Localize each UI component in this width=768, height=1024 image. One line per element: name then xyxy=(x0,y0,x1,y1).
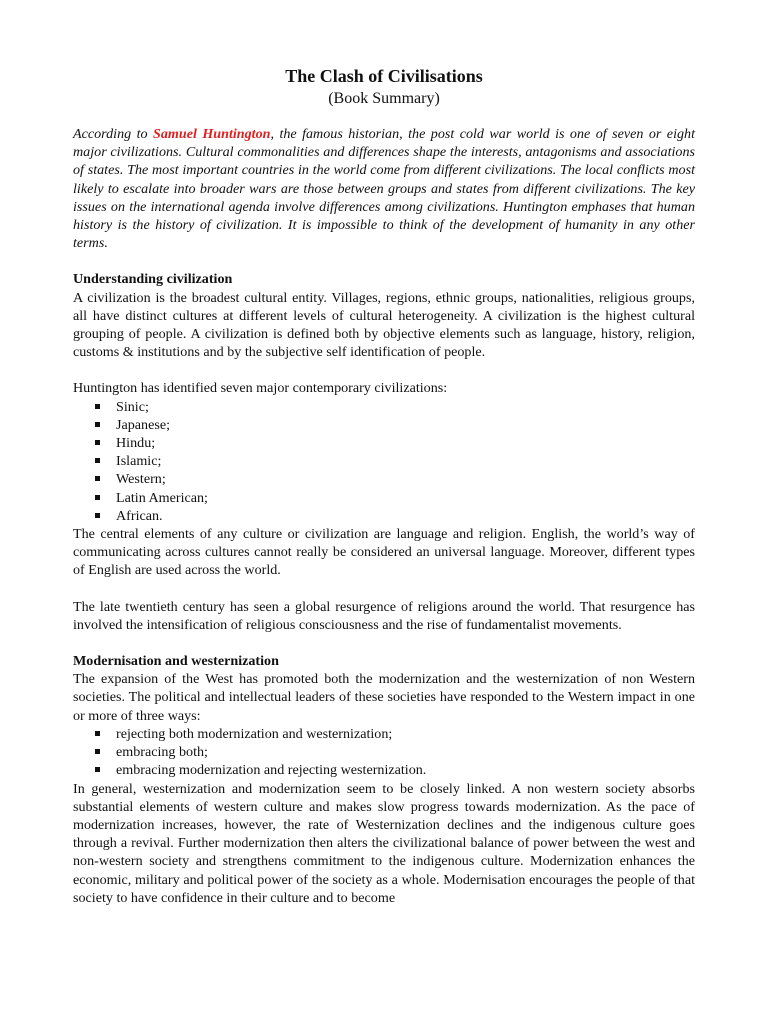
list-item xyxy=(73,398,695,416)
language-religion-paragraph: The central elements of any culture or civilization are language and religion. English, the world’s way of communicating across cultures cannot really be considered an universal language. Moreover, different types of English are used across the world. xyxy=(73,526,695,579)
bullet-icon xyxy=(95,422,100,427)
bullet-icon xyxy=(95,404,100,409)
list-item-text: Western; xyxy=(116,471,166,488)
list-item xyxy=(73,725,695,743)
list-item-text: Japanese; xyxy=(116,416,171,433)
bullet-icon xyxy=(95,767,100,772)
section1-paragraph: A civilization is the broadest cultural entity. Villages, regions, ethnic groups, nationalities, religious groups, all have distinct cultures at different levels of cultural heterogeneity. A civilization is the highest cultural grouping of people. A civilization is defined both by objective elements such as language, history, religion, customs & institutions and by the subjective self identification of people. xyxy=(73,289,695,361)
list-item-text: African. xyxy=(116,507,163,524)
list-item xyxy=(73,507,695,525)
section-heading-understanding: Understanding civilization xyxy=(73,271,233,288)
list-item xyxy=(73,452,695,470)
responses-list xyxy=(73,725,695,780)
list-item-text: Sinic; xyxy=(116,398,149,415)
bullet-icon xyxy=(95,513,100,518)
bullet-icon xyxy=(95,440,100,445)
list-item xyxy=(73,416,695,434)
religious-resurgence-paragraph: The late twentieth century has seen a global resurgence of religions around the world. That resurgence has involved the intensification of religious consciousness and the rise of fundamentalist movements. xyxy=(73,598,695,633)
civilizations-list-intro: Huntington has identified seven major contemporary civilizations: xyxy=(73,380,448,397)
list-item xyxy=(73,470,695,488)
bullet-icon xyxy=(95,495,100,500)
list-item-text: Latin American; xyxy=(116,489,208,506)
author-name: Samuel Huntington xyxy=(153,126,271,142)
bullet-icon xyxy=(95,749,100,754)
document-subtitle: (Book Summary) xyxy=(328,90,440,107)
section2-paragraph: The expansion of the West has promoted both the modernization and the westernization of non Western societies. The political and intellectual leaders of these societies have responded to the Western impact in one or more of three ways: xyxy=(73,671,695,724)
list-item-text: Islamic; xyxy=(116,453,162,470)
section-heading-modernisation: Modernisation and westernization xyxy=(73,653,279,670)
bullet-icon xyxy=(95,458,100,463)
list-item xyxy=(73,743,695,761)
list-item-text: embracing modernization and rejecting westernization. xyxy=(116,762,427,779)
intro-prefix: According to xyxy=(73,126,154,142)
intro-text: , the famous historian, the post cold war world is one of seven or eight major civilizations. Cultural commonalities and differences shape the interests, antagonisms and associations of states. The most important countries in the world come from different civilizations. The local conflicts most likely to escalate into broader wars are those between groups and states from different civilizations. The key issues on the international agenda involve differences among civilizations. Huntington emphases that human history is the history of civilization. It is impossible to think of the development of humanity in any other terms. xyxy=(73,126,695,252)
list-item-text: Hindu; xyxy=(116,435,156,452)
bullet-icon xyxy=(95,476,100,481)
list-item-text: rejecting both modernization and westernization; xyxy=(116,725,393,742)
document-title: The Clash of Civilisations xyxy=(285,66,483,86)
list-item-text: embracing both; xyxy=(116,744,208,761)
westernization-paragraph: In general, westernization and modernization seem to be closely linked. A non western society absorbs substantial elements of western culture and makes slow progress towards modernization. As the pace of modernization increases, however, the rate of Westernization declines and the indigenous culture goes through a revival. Further modernization then alters the civilizational balance of power between the west and non-western society and strengthens commitment to the indigenous culture. Modernization enhances the economic, military and political power of the society as a whole. Modernisation encourages the people of that society to have confidence in their culture and to become xyxy=(73,780,695,906)
intro-paragraph xyxy=(73,125,695,252)
civilizations-list xyxy=(73,398,695,525)
list-item xyxy=(73,434,695,452)
bullet-icon xyxy=(95,731,100,736)
list-item xyxy=(73,489,695,507)
list-item xyxy=(73,761,695,779)
